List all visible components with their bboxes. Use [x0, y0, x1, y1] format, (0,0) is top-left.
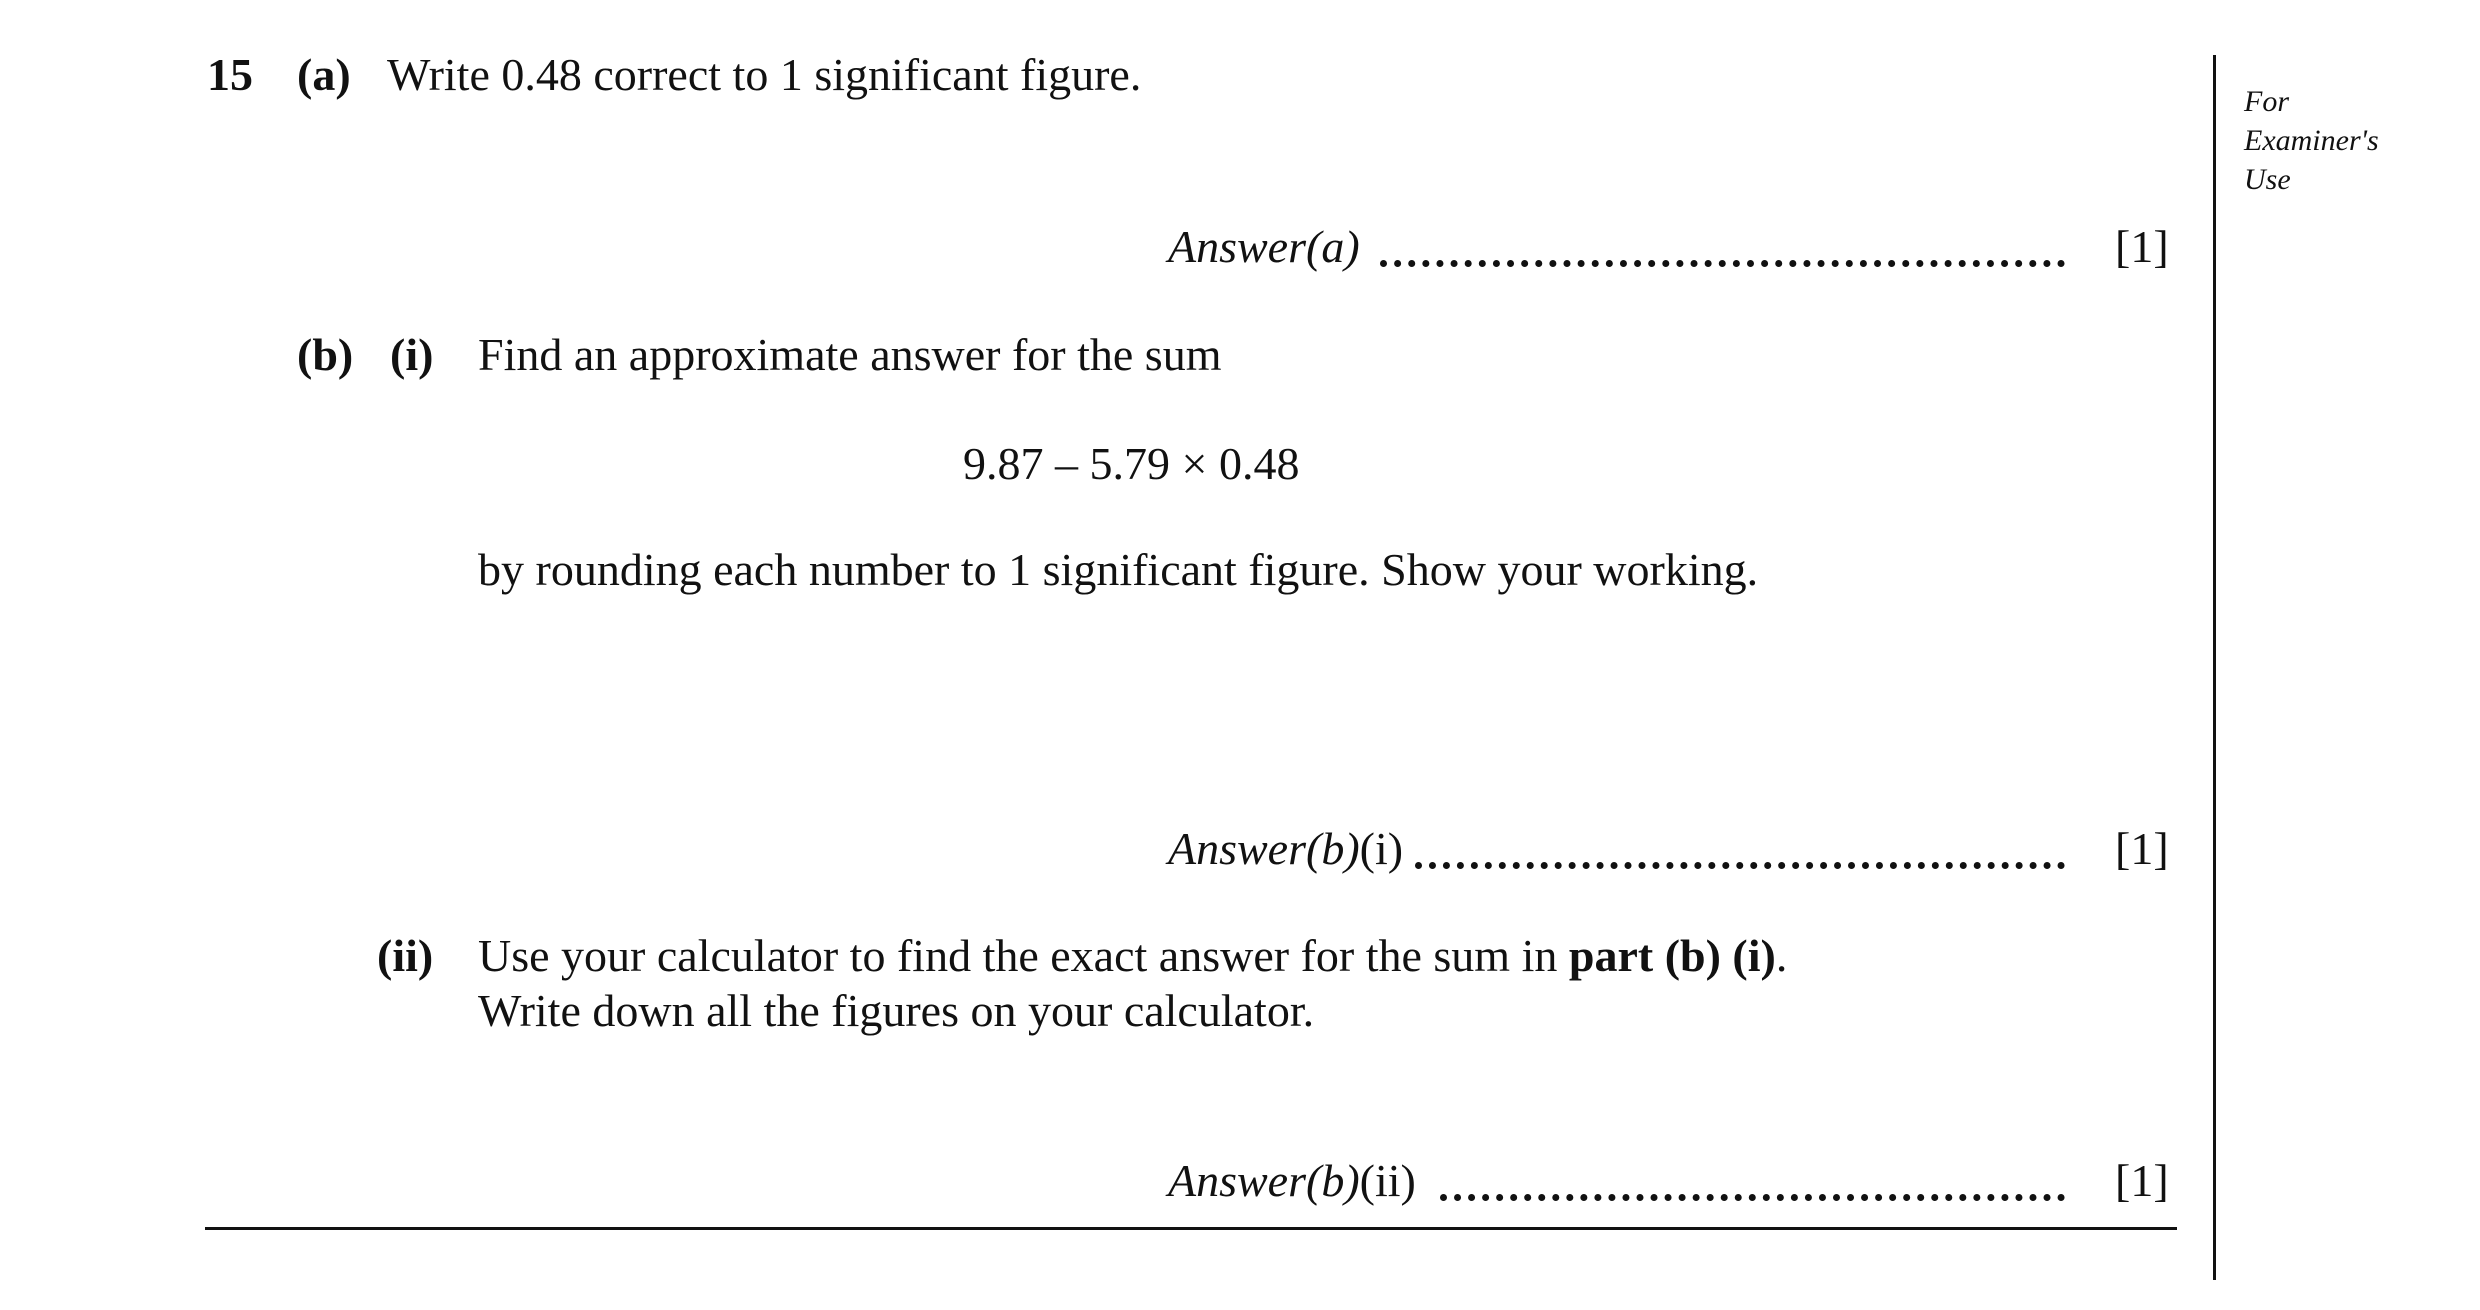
- answer-b-ii-label-suffix: (ii): [1359, 1155, 1416, 1206]
- answer-a-label: Answer(a): [1168, 221, 1360, 272]
- answer-a-line[interactable]: [1380, 260, 2065, 267]
- examiner-use-line-1: For: [2244, 85, 2289, 118]
- part-b-ii-bold-ref: part (b) (i): [1568, 930, 1776, 981]
- part-b-ii-text-end: .: [1775, 930, 1788, 981]
- examiner-use-line-2: Examiner's: [2244, 124, 2379, 157]
- margin-divider: [2213, 55, 2216, 1280]
- question-number: 15: [207, 49, 253, 100]
- part-b-i-instruction: by rounding each number to 1 significant figure. Show your working.: [478, 544, 1759, 595]
- answer-b-i-label: [1168, 823, 1404, 874]
- part-b-ii-instruction: Write down all the figures on your calculator.: [478, 985, 1315, 1036]
- part-a-text: Write 0.48 correct to 1 significant figure.: [387, 49, 1142, 100]
- question-end-rule: [205, 1227, 2177, 1230]
- marks-b-i: [1]: [2115, 823, 2169, 874]
- examiner-use-line-3: Use: [2244, 163, 2291, 196]
- part-b-ii-text-start: Use your calculator to find the exact answer for the sum in: [478, 930, 1569, 981]
- part-b-i-label: (i): [390, 329, 434, 380]
- answer-b-ii-label-italic: Answer(b): [1168, 1155, 1360, 1206]
- answer-b-i-line[interactable]: [1415, 862, 2065, 869]
- sum-expression: 9.87 – 5.79 × 0.48: [963, 438, 1300, 489]
- examiner-use-label: [2244, 82, 2379, 199]
- answer-b-i-label-italic: Answer(b): [1168, 823, 1360, 874]
- part-b-ii-text: [478, 930, 1788, 981]
- part-b-i-text: Find an approximate answer for the sum: [478, 329, 1222, 380]
- part-b-ii-label: (ii): [377, 930, 434, 981]
- answer-b-ii-line[interactable]: [1440, 1194, 2065, 1201]
- answer-b-ii-label: [1168, 1155, 1416, 1206]
- marks-a: [1]: [2115, 221, 2169, 272]
- answer-b-i-label-suffix: (i): [1359, 823, 1404, 874]
- marks-b-ii: [1]: [2115, 1155, 2169, 1206]
- part-a-label: (a): [297, 49, 351, 100]
- part-b-label: (b): [297, 329, 354, 380]
